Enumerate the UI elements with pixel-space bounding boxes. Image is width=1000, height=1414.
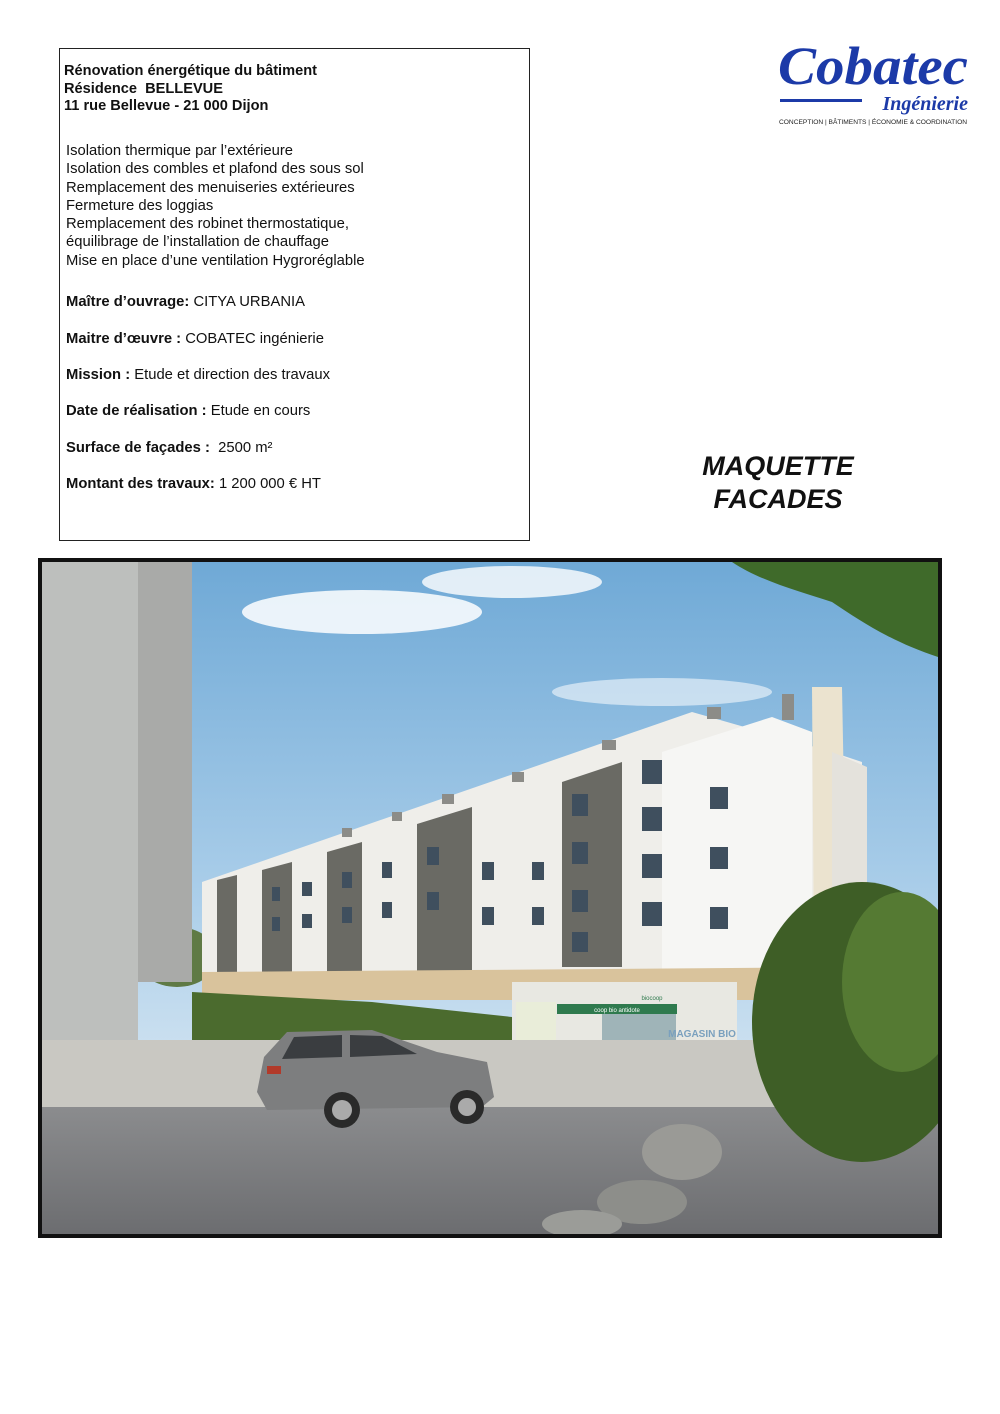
owner-value: CITYA URBANIA	[189, 294, 306, 310]
mission-value: Etude et direction des travaux	[130, 367, 330, 383]
facade-rendering-image	[42, 562, 938, 1234]
maquette-title	[648, 450, 908, 516]
works-item: Remplacement des robinet thermostatique,	[66, 216, 349, 233]
logo-rule	[780, 99, 862, 102]
architect-field	[66, 330, 324, 348]
date-field	[66, 402, 310, 420]
project-address: 11 rue Bellevue - 21 000 Dijon	[64, 98, 269, 114]
works-item: équilibrage de l’installation de chauffage	[66, 234, 329, 251]
shop-sign: MAGASIN BIO	[668, 1029, 736, 1040]
logo-name: Cobatec	[778, 36, 969, 96]
project-header	[64, 63, 317, 116]
works-item: Isolation thermique par l’extérieure	[66, 143, 294, 159]
wall-shadow	[138, 562, 192, 982]
logo-tagline: CONCEPTION | BÂTIMENTS | ÉCONOMIE & COORDINATION	[779, 119, 958, 126]
shop-banner-text: coop bio antidote	[594, 1008, 640, 1014]
project-info-box	[59, 48, 530, 541]
owner-label: Maître d’ouvrage:	[66, 294, 190, 310]
facade-band	[417, 807, 472, 972]
project-title: Rénovation énergétique du bâtiment	[64, 63, 317, 79]
works-item: Isolation des combles et plafond des sous sol	[66, 161, 364, 178]
facade-band	[562, 762, 622, 967]
date-label: Date de réalisation :	[66, 403, 207, 419]
amount-value: 1 200 000 € HT	[214, 476, 321, 492]
mission-field	[66, 366, 330, 384]
shop-brand-label: biocoop	[641, 996, 663, 1002]
cobatec-logo	[776, 22, 972, 130]
architect-label: Maitre d’œuvre :	[66, 331, 182, 347]
mission-label: Mission :	[66, 367, 131, 383]
works-item: Remplacement des menuiseries extérieures	[66, 179, 355, 196]
cloud	[552, 678, 772, 706]
residence-name: Résidence BELLEVUE	[64, 80, 223, 97]
logo-subtitle: Ingénierie	[882, 93, 968, 115]
cloud	[422, 566, 602, 598]
surface-value: 2500 m²	[209, 440, 273, 456]
works-item: Mise en place d’une ventilation Hygroréglable	[66, 252, 365, 269]
surface-label: Surface de façades :	[66, 440, 210, 456]
rock	[642, 1124, 722, 1180]
cloud	[242, 590, 482, 634]
maquette-line1: MAQUETTE	[702, 451, 854, 481]
surface-field	[66, 439, 272, 457]
facade-band	[217, 875, 237, 977]
amount-label: Montant des travaux:	[66, 476, 215, 492]
owner-field	[66, 293, 305, 311]
date-value: Etude en cours	[206, 403, 311, 419]
works-item: Fermeture des loggias	[66, 197, 214, 214]
maquette-line2: FACADES	[713, 484, 843, 514]
works-list	[66, 142, 365, 270]
facade-rendering	[38, 558, 942, 1238]
architect-value: COBATEC ingénierie	[181, 331, 324, 347]
amount-field	[66, 475, 321, 493]
